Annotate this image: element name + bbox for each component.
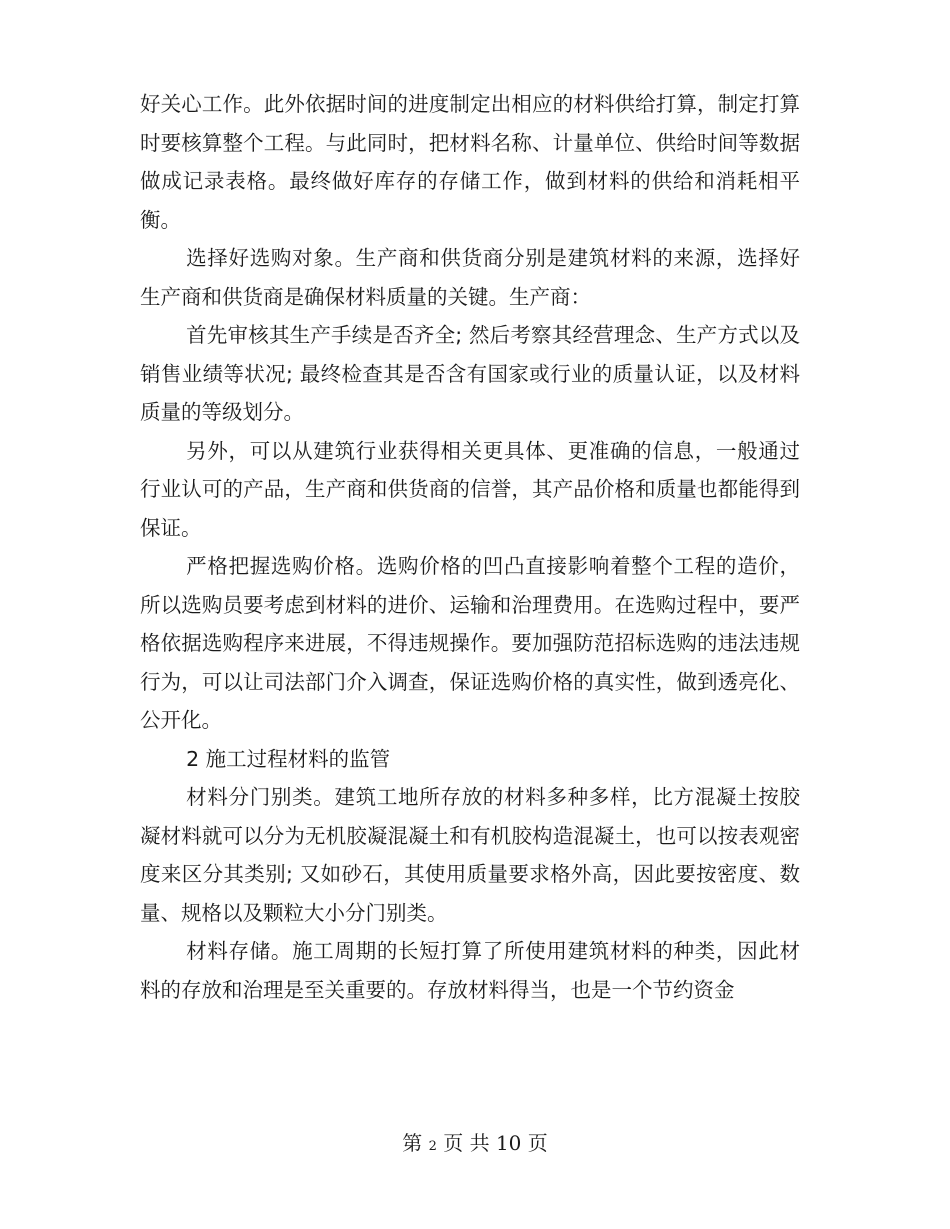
- paragraph-5: 严格把握选购价格。选购价格的凹凸直接影响着整个工程的造价，所以选购员要考虑到材料的进价、运输和治理费用。在选购过程中，要严格依据选购程序来进展，不得违规操作。要加强防范招标选购的违法违规行为，可以让司法部门介入调查，保证选购价格的真实性，做到透亮化、公开化。: [140, 554, 800, 732]
- footer-middle: 页 共: [443, 1131, 490, 1155]
- footer-page-number: 2: [428, 1139, 437, 1154]
- paragraph-1: 好关心工作。此外依据时间的进度制定出相应的材料供给打算，制定打算时要核算整个工程。与此同时，把材料名称、计量单位、供给时间等数据做成记录表格。最终做好库存的存储工作，做到材料的供给和消耗相平衡。: [140, 92, 800, 232]
- footer-prefix: 第: [402, 1131, 423, 1155]
- page-footer: [0, 1130, 950, 1160]
- paragraph-2: 选择好选购对象。生产商和供货商分别是建筑材料的来源，选择好生产商和供货商是确保材料质量的关键。生产商：: [140, 246, 800, 309]
- paragraph-3: 首先审核其生产手续是否齐全; 然后考察其经营理念、生产方式以及销售业绩等状况; 最终检查其是否含有国家或行业的质量认证，以及材料质量的等级划分。: [140, 323, 800, 424]
- body-text: [140, 85, 800, 1009]
- footer-suffix: 页: [527, 1131, 548, 1155]
- paragraph-7: 材料存储。施工周期的长短打算了所使用建筑材料的种类，因此材料的存放和治理是至关重要的。存放材料得当，也是一个节约资金: [140, 939, 800, 1002]
- paragraph-6: 材料分门别类。建筑工地所存放的材料多种多样，比方混凝土按胶凝材料就可以分为无机胶凝混凝土和有机胶构造混凝土，也可以按表观密度来区分其类别; 又如砂石，其使用质量要求格外高，因此要按密度、数量、规格以及颗粒大小分门别类。: [140, 785, 800, 925]
- paragraph-4: 另外，可以从建筑行业获得相关更具体、更准确的信息，一般通过行业认可的产品，生产商和供货商的信誉，其产品价格和质量也都能得到保证。: [140, 438, 800, 540]
- footer-total-pages: 10: [495, 1131, 522, 1155]
- section-heading: 2 施工过程材料的监管: [186, 746, 391, 771]
